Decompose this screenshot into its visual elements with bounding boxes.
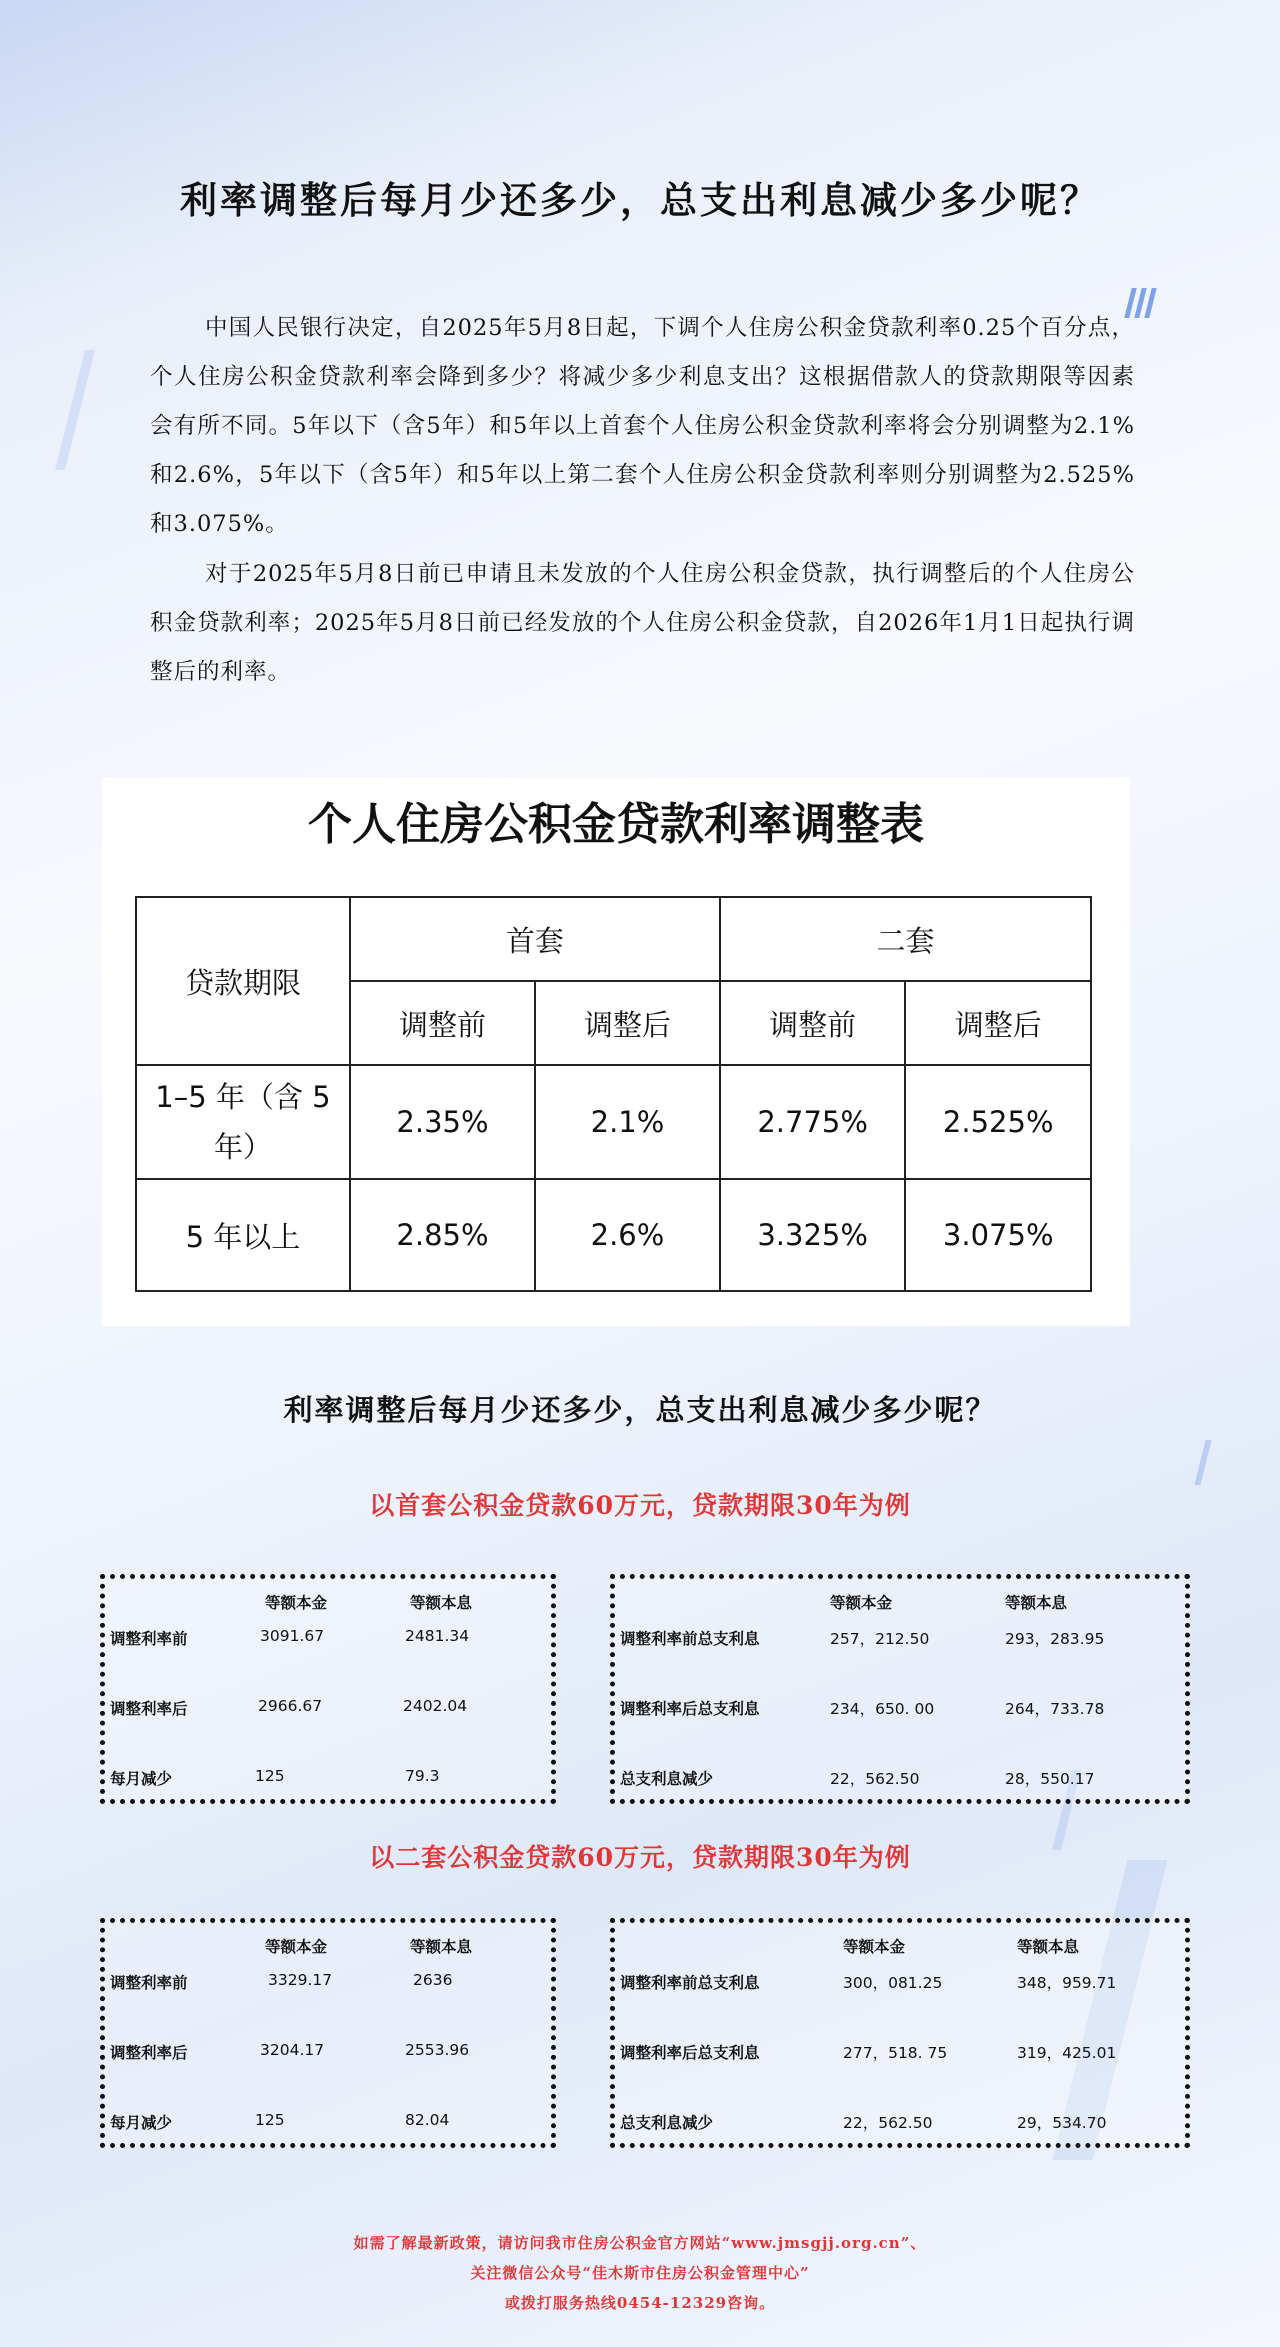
rate-table-title: 个人住房公积金贷款利率调整表: [308, 799, 924, 850]
footer-contact: [0, 2228, 1280, 2318]
value-cell: 125: [255, 2111, 285, 2129]
monthly-payment-box: [100, 1574, 556, 1804]
total-interest-box: [610, 1574, 1190, 1804]
value-cell: 348，959.71: [1017, 1974, 1117, 1992]
row-label: 调整利率前: [110, 1629, 188, 1648]
rate-cell: 2.35%: [350, 1065, 535, 1179]
value-cell: 22，562.50: [843, 2114, 933, 2132]
first-after-header: 调整后: [535, 981, 720, 1065]
value-cell: 3204.17: [260, 2041, 325, 2059]
column-header: 等额本息: [410, 1937, 473, 1956]
value-cell: 264，733.78: [1005, 1700, 1105, 1718]
column-header: 等额本息: [1005, 1593, 1068, 1612]
value-cell: 3329.17: [268, 1971, 333, 1989]
row-label: 总支利息减少: [620, 2113, 714, 2132]
rate-cell: 3.325%: [720, 1179, 906, 1291]
first-home-header: 首套: [350, 897, 720, 981]
value-cell: 277，518. 75: [843, 2044, 948, 2062]
value-cell: 29，534.70: [1017, 2114, 1107, 2132]
period-header: 贷款期限: [136, 897, 350, 1065]
value-cell: 82.04: [405, 2111, 450, 2129]
example-heading-second-home: 以二套公积金贷款60万元，贷款期限30年为例: [369, 1843, 911, 1872]
value-cell: 2553.96: [405, 2041, 470, 2059]
rate-cell: 3.075%: [905, 1179, 1091, 1291]
column-header: 等额本金: [843, 1937, 906, 1956]
value-cell: 2966.67: [258, 1697, 323, 1715]
column-header: 等额本息: [410, 1593, 473, 1612]
value-cell: 22，562.50: [830, 1770, 920, 1788]
total-interest-box: [610, 1918, 1190, 2148]
row-label: 调整利率后: [110, 1699, 188, 1718]
column-header: 等额本金: [265, 1937, 328, 1956]
rate-table-card: [102, 778, 1130, 1326]
row-label: 调整利率前总支利息: [620, 1629, 760, 1648]
decor-slash: [55, 350, 95, 470]
value-cell: 257，212.50: [830, 1630, 930, 1648]
second-after-header: 调整后: [905, 981, 1091, 1065]
monthly-payment-box: [100, 1918, 556, 2148]
value-cell: 234，650. 00: [830, 1700, 935, 1718]
row-label: 总支利息减少: [620, 1769, 714, 1788]
footer-website-line[interactable]: 如需了解最新政策，请访问我市住房公积金官方网站“www.jmsgjj.org.cn”、: [353, 2234, 927, 2252]
row-label: 调整利率前: [110, 1973, 188, 1992]
policy-paragraph: 对于2025年5月8日前已申请且未发放的个人住房公积金贷款，执行调整后的个人住房公积金贷款利率；2025年5月8日前已经发放的个人住房公积金贷款，自2026年1月1日起执行调整后的利率。: [150, 561, 1135, 685]
period-cell: 5 年以上: [136, 1179, 350, 1291]
column-header: 等额本金: [830, 1593, 893, 1612]
row-label: 调整利率后总支利息: [620, 2043, 760, 2062]
value-cell: 300，081.25: [843, 1974, 943, 1992]
second-home-header: 二套: [720, 897, 1091, 981]
value-cell: 28，550.17: [1005, 1770, 1095, 1788]
value-cell: 3091.67: [260, 1627, 325, 1645]
row-label: 调整利率后总支利息: [620, 1699, 760, 1718]
page-title: 利率调整后每月少还多少，总支出利息减少多少呢？: [180, 178, 1100, 222]
decor-slash: [1194, 1440, 1211, 1485]
column-header: 等额本金: [265, 1593, 328, 1612]
column-header: 等额本息: [1017, 1937, 1080, 1956]
first-before-header: 调整前: [350, 981, 535, 1065]
rate-cell: 2.525%: [905, 1065, 1091, 1179]
value-cell: 2636: [413, 1971, 453, 1989]
row-label: 每月减少: [110, 2113, 173, 2132]
row-label: 调整利率前总支利息: [620, 1973, 760, 1992]
value-cell: 2402.04: [403, 1697, 468, 1715]
second-before-header: 调整前: [720, 981, 906, 1065]
example-heading-first-home: 以首套公积金贷款60万元，贷款期限30年为例: [369, 1491, 911, 1520]
rate-cell: 2.775%: [720, 1065, 906, 1179]
section-subtitle: 利率调整后每月少还多少，总支出利息减少多少呢？: [283, 1393, 997, 1427]
row-label: 调整利率后: [110, 2043, 188, 2062]
value-cell: 2481.34: [405, 1627, 470, 1645]
value-cell: 293，283.95: [1005, 1630, 1105, 1648]
value-cell: 319，425.01: [1017, 2044, 1117, 2062]
value-cell: 79.3: [405, 1767, 440, 1785]
rate-cell: 2.1%: [535, 1065, 720, 1179]
row-label: 每月减少: [110, 1769, 173, 1788]
period-cell: 1–5 年（含 5 年）: [136, 1065, 350, 1179]
value-cell: 125: [255, 1767, 285, 1785]
rate-table: [135, 896, 1092, 1292]
rate-cell: 2.85%: [350, 1179, 535, 1291]
rate-cell: 2.6%: [535, 1179, 720, 1291]
footer-wechat-line: 关注微信公众号“佳木斯市住房公积金管理中心”: [470, 2264, 810, 2282]
footer-hotline-line: 或拨打服务热线0454-12329咨询。: [504, 2294, 776, 2312]
intro-paragraph: 中国人民银行决定，自2025年5月8日起，下调个人住房公积金贷款利率0.25个百分点，个人住房公积金贷款利率会降到多少？将减少多少利息支出？这根据借款人的贷款期限等因素会有所不同。5年以下（含5年）和5年以上首套个人住房公积金贷款利率将会分别调整为2.1%和2.6%，5年以下（含5年）和5年以上第二套个人住房公积金贷款利率则分别调整为2.525%和3.075%。: [150, 315, 1135, 537]
